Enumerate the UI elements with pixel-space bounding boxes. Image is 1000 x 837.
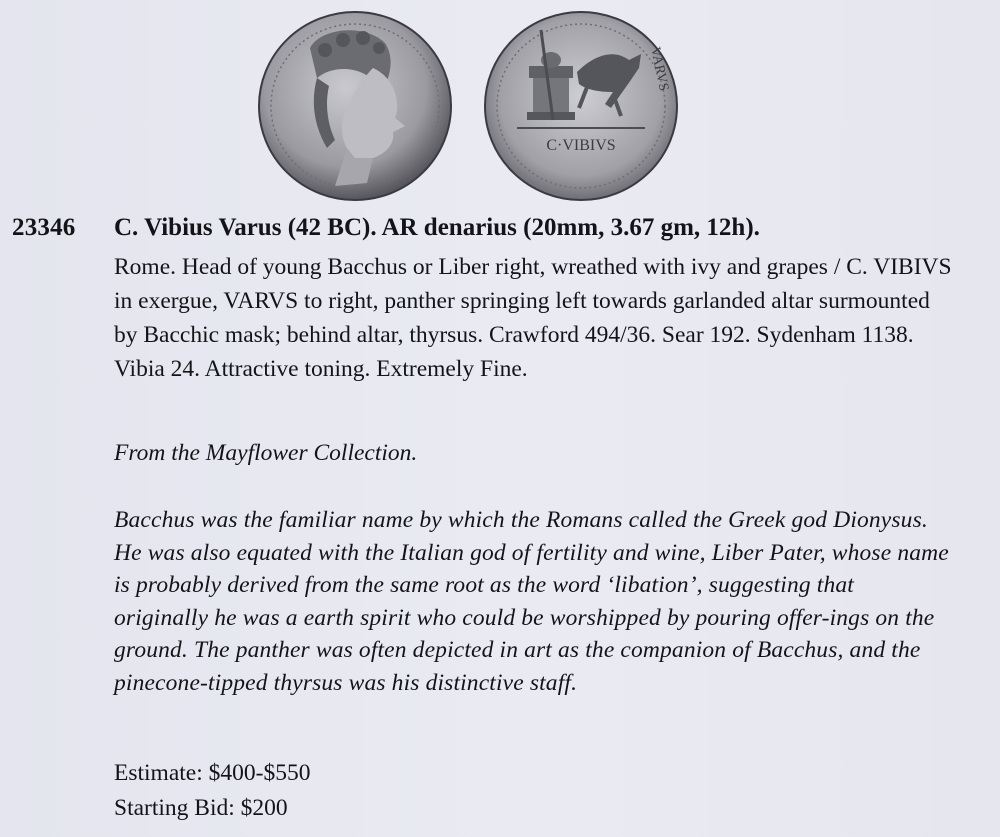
lot-title: C. Vibius Varus (42 BC). AR denarius (20mm, 3.67 gm, 12h). xyxy=(114,214,760,241)
coin-obverse-image xyxy=(255,8,455,204)
coin-reverse-image xyxy=(481,8,681,204)
coin-images xyxy=(255,8,695,204)
lot-number: 23346 xyxy=(12,214,76,241)
starting-bid: Starting Bid: $200 xyxy=(114,795,288,821)
reverse-legend-exergue: C·VIBIVS xyxy=(546,137,616,154)
provenance: From the Mayflower Collection. xyxy=(114,440,418,466)
lot-description: Rome. Head of young Bacchus or Liber right, wreathed with ivy and grapes / C. VIBIVS in exergue, VARVS to right, panther springing left towards garlanded altar surmounted by Bacchic mask; behind altar, thyrsus. Crawford 494/36. Sear 192. Sydenham 1138. Vibia 24. Attractive toning. Extremely Fine. xyxy=(114,254,952,382)
historical-note: Bacchus was the familiar name by which the Romans called the Greek god Dionysus. He was also equated with the Italian god of fertility and wine, Liber Pater, whose name is probably derived from the same root as the word ‘libation’, suggesting that originally he was a earth spirit who could be worshipped by pouring offer-ings on the ground. The panther was often depicted in art as the companion of Bacchus, and the pinecone-tipped thyrsus was his distinctive staff. xyxy=(114,507,949,696)
reverse-legend-right: VARVS xyxy=(647,45,672,93)
estimate: Estimate: $400-$550 xyxy=(114,760,311,786)
